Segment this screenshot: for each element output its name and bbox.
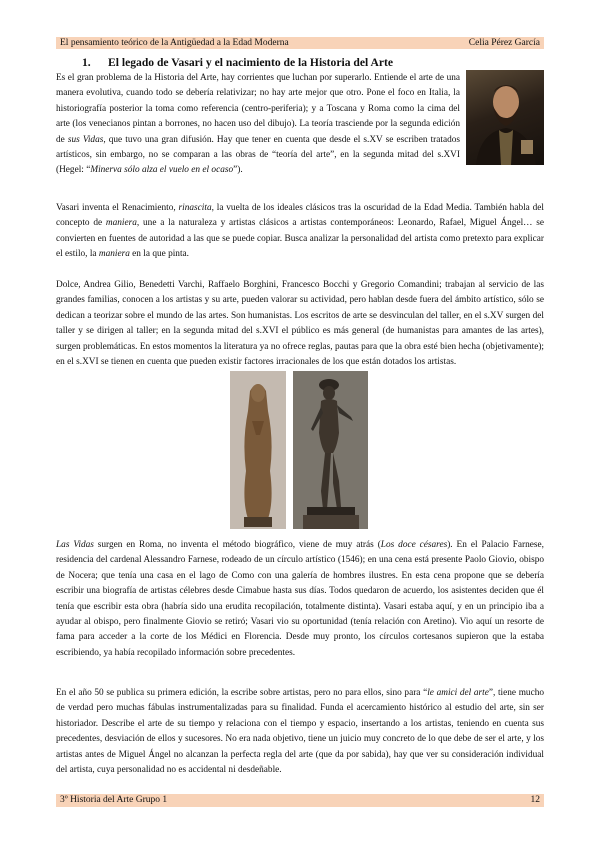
italic-run: Minerva sólo alza el vuelo en el ocaso — [90, 165, 234, 176]
header-course-title: El pensamiento teórico de la Antigüedad a la Edad Moderna — [60, 38, 289, 48]
section-heading — [82, 56, 393, 69]
section-number: 1. — [82, 56, 91, 69]
header-author: Celia Pérez García — [468, 38, 540, 48]
footer-course-group: 3º Historia del Arte Grupo 1 — [60, 795, 168, 805]
text-run: Es el gran problema de la Historia del Arte, hay corrientes que luchan por superarlo. Entiende el arte de una manera evolutiva, cuando todo se debería relativizar; no hay arte mejor que otro. Pone el foco en Italia, la historiografía posterior la toma como referencia (centro-periferia); y a Toscana y Roma como la cima del arte (los venecianos pintan a borrones, no hacen uso del dibujo). La teoría trasciende por la segunda edición de — [56, 73, 460, 145]
text-run: ). En el Palacio Farnese, residencia del cardenal Alessandro Farnese, rodeado de un círculo artístico (1546); en una cena está presente Paolo Giovio, obispo de Nocera; que tenía una casa en el lago de Como con una galería de hombres ilustres. En esta cena propone que se debería escribir una biografía de artistas célebres desde Cimabue hasta sus días. Todos quedaron de acuerdo, los asistentes deciden que él tenía que escribir esta obra (habría sido una erudita recopilación, totalmente distinta). Vasari estaba aquí, y en un principio iba a ayudar al obispo, pero finalmente Giovio se retiró; Vasari vio su oportunidad (tenía relación con Aretino). Vio aquí un resorte de fama para acceder a la corte de los Médici en Florencia. Desde muy pronto, los círculos cortesanos supieron que la estaba escribiendo, ya había recopilado información sobre precedentes. — [56, 540, 544, 658]
magdalene-sculpture-image — [230, 371, 286, 529]
paragraph-2 — [56, 201, 544, 263]
text-run: En el año 50 se publica su primera edición, la escribe sobre artistas, pero no para ellos, sino para “ — [56, 688, 428, 698]
italic-run: le amici del arte — [427, 688, 489, 698]
text-run: , que tuvo una gran difusión. Hay que tener en cuenta que desde el s.XV se escriben tratados artísticos, sin embargo, no se comparan a las obras de “teoría del arte”, en la segunda mitad del s.XVI (Hegel: “ — [56, 134, 460, 176]
text-run: Vasari inventa el Renacimiento, — [56, 203, 179, 213]
vasari-portrait-image — [466, 70, 544, 165]
text-run: ”). — [233, 165, 243, 176]
paragraph-1 — [56, 71, 460, 179]
section-title: El legado de Vasari y el nacimiento de la Historia del Arte — [108, 56, 393, 69]
paragraph-5 — [56, 686, 544, 778]
text-run: , la vuelta de los ideales clásicos tras la oscuridad de la Edad Media. También habla del concepto de — [56, 203, 544, 229]
page-header — [56, 37, 544, 49]
text-run: , une a la naturaleza y artistas clásicos a artistas contemporáneos: Leonardo, Rafael, Miguel Ángel… se convierten en fuentes de autoridad a las que se puede copiar. Busca analizar la personalidad del artista como pretexto para explicar el estilo, la — [56, 218, 544, 260]
text-run: en la que pinta. — [129, 249, 189, 260]
text-run: surgen en Roma, no inventa el método biográfico, viene de muy atrás ( — [93, 540, 381, 550]
page-footer — [56, 794, 544, 807]
italic-run: sus Vidas — [67, 134, 104, 145]
text-run: ”, tiene mucho de verdad pero muchas fábulas instrumentalizadas para su finalidad. Funda el acercamiento histórico al estudio del arte, sin ser historiador. Describe el arte de su tiempo y relaciona con el tiempo y espacio, insertando a los artistas, teniendo en cuenta sus precedentes, desviación de ellos y sucesores. No era nada objetivo, tiene un juicio muy concreto de lo que debe de ser el arte, y los artistas antes de Miguel Ángel no alcanzan la perfecta regla del arte (que da por sabida), hay que ver su consideración individual del artista, cuya personalidad no es accidental ni desdeñable. — [56, 688, 544, 776]
david-bronze-sculpture-image — [293, 371, 368, 529]
page-number: 12 — [530, 795, 540, 805]
paragraph-4 — [56, 538, 544, 661]
italic-run: Las Vidas — [56, 540, 94, 550]
italic-run: maniera — [105, 218, 137, 229]
italic-run: Los doce césares — [380, 540, 448, 550]
paragraph-3: Dolce, Andrea Gilio, Benedetti Varchi, Raffaelo Borghini, Francesco Bocchi y Gregorio Comandini; trabajan al servicio de las grandes familias, conocen a los artistas y su arte, pueden valorar su actividad, pero hablan desde fuera del ámbito artístico, sólo se dedican a teorizar sobre el mundo de las artes. Son humanistas. Los escritos de arte se desvinculan del taller, en el s.XV surgen del taller y se dirigen al taller; en la segunda mitad del s.XVI el público es más general (de humanistas para amantes de las artes), surgen problemáticas. En estos momentos la literatura ya no ofrece reglas, pautas para que la obra esté bien hecha (objetivamente); en el s.XVI se tienen en cuenta que pueden existir factores irracionales de los que están dotados los artistas. — [56, 280, 544, 368]
italic-run: maniera — [98, 249, 130, 260]
italic-run: rinascita — [178, 203, 212, 213]
